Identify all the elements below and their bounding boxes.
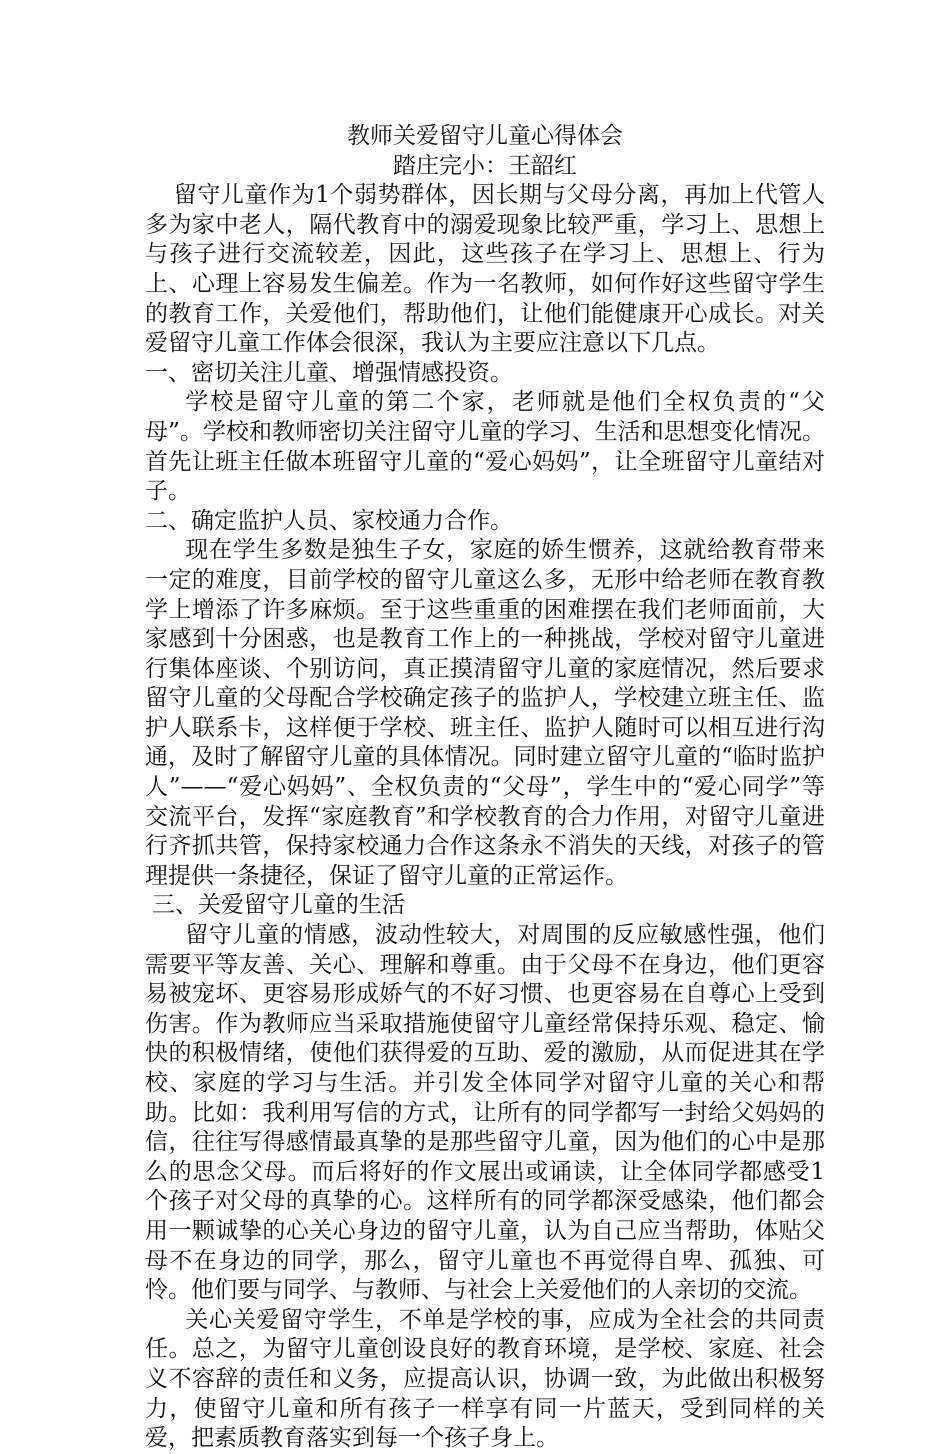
conclusion-paragraph: 关心关爱留守学生，不单是学校的事，应成为全社会的共同责任。总之，为留守儿童创设良好的教育环境，是学校、家庭、社会义不容辞的责任和义务，应提高认识，协调一致，为此做出积极努力，使留守儿童和所有孩子一样享有同一片蓝天，受到同样的关爱，把素质教育落实到每一个孩子身上。 — [145, 1306, 825, 1452]
section3-heading: 三、关爱留守儿童的生活 — [151, 892, 405, 919]
document-page — [145, 122, 825, 1454]
section3-paragraph: 留守儿童的情感，波动性较大，对周围的反应敏感性强，他们需要平等友善、关心、理解和尊重。由于父母不在身边，他们更容易被宠坏、更容易形成娇气的不好习惯、也更容易在自尊心上受到伤害。作为教师应当采取措施使留守儿童经常保持乐观、稳定、愉快的积极情绪，使他们获得爱的互助、爱的激励，从而促进其在学校、家庭的学习与生活。并引发全体同学对留守儿童的关心和帮助。比如：我利用写信的方式，让所有的同学都写一封给父妈妈的信，往往写得感情最真挚的是那些留守儿童，因为他们的心中是那么的思念父母。而后将好的作文展出或诵读，让全体同学都感受1个孩子对父母的真挚的心。这样所有的同学都深受感染，他们都会用一颗诚挚的心关心身边的留守儿童，认为自己应当帮助，体贴父母不在身边的同学，那么，留守儿童也不再觉得自卑、孤独、可怜。他们要与同学、与教师、与社会上关爱他们的人亲切的交流。 — [145, 922, 825, 1304]
document-author: 踏庄完小：王韶红 — [393, 152, 577, 179]
section2-paragraph: 现在学生多数是独生子女，家庭的娇生惯养，这就给教育带来一定的难度，目前学校的留守儿童这么多，无形中给老师在教育教学上增添了许多麻烦。至于这些重重的困难摆在我们老师面前，大家感到十分困惑，也是教育工作上的一种挑战，学校对留守儿童进行集体座谈、个别访问，真正摸清留守儿童的家庭情况，然后要求留守儿童的父母配合学校确定孩子的监护人，学校建立班主任、监护人联系卡，这样便于学校、班主任、监护人随时可以相互进行沟通，及时了解留守儿童的具体情况。同时建立留守儿童的“临时监护人”——“爱心妈妈”、全权负责的“父母”，学生中的“爱心同学”等交流平台，发挥“家庭教育”和学校教育的合力作用，对留守儿童进行齐抓共管，保持家校通力合作这条永不消失的天线，对孩子的管理提供一条捷径，保证了留守儿童的正常运作。 — [145, 537, 825, 889]
intro-paragraph: 留守儿童作为1个弱势群体，因长期与父母分离，再加上代管人多为家中老人，隔代教育中的溺爱现象比较严重，学习上、思想上与孩子进行交流较差，因此，这些孩子在学习上、思想上、行为上、心理上容易发生偏差。作为一名教师，如何作好这些留守学生的教育工作，关爱他们，帮助他们，让他们能健康开心成长。对关爱留守儿童工作体会很深，我认为主要应注意以下几点。 — [145, 182, 825, 357]
section1-paragraph: 学校是留守儿童的第二个家，老师就是他们全权负责的“父母”。学校和教师密切关注留守儿童的学习、生活和思想变化情况。首先让班主任做本班留守儿童的“爱心妈妈”，让全班留守儿童结对子。 — [145, 389, 825, 505]
section2-heading: 二、确定监护人员、家校通力合作。 — [145, 507, 513, 534]
document-title: 教师关爱留守儿童心得体会 — [347, 123, 623, 149]
section1-heading: 一、密切关注儿童、增强情感投资。 — [145, 359, 513, 386]
